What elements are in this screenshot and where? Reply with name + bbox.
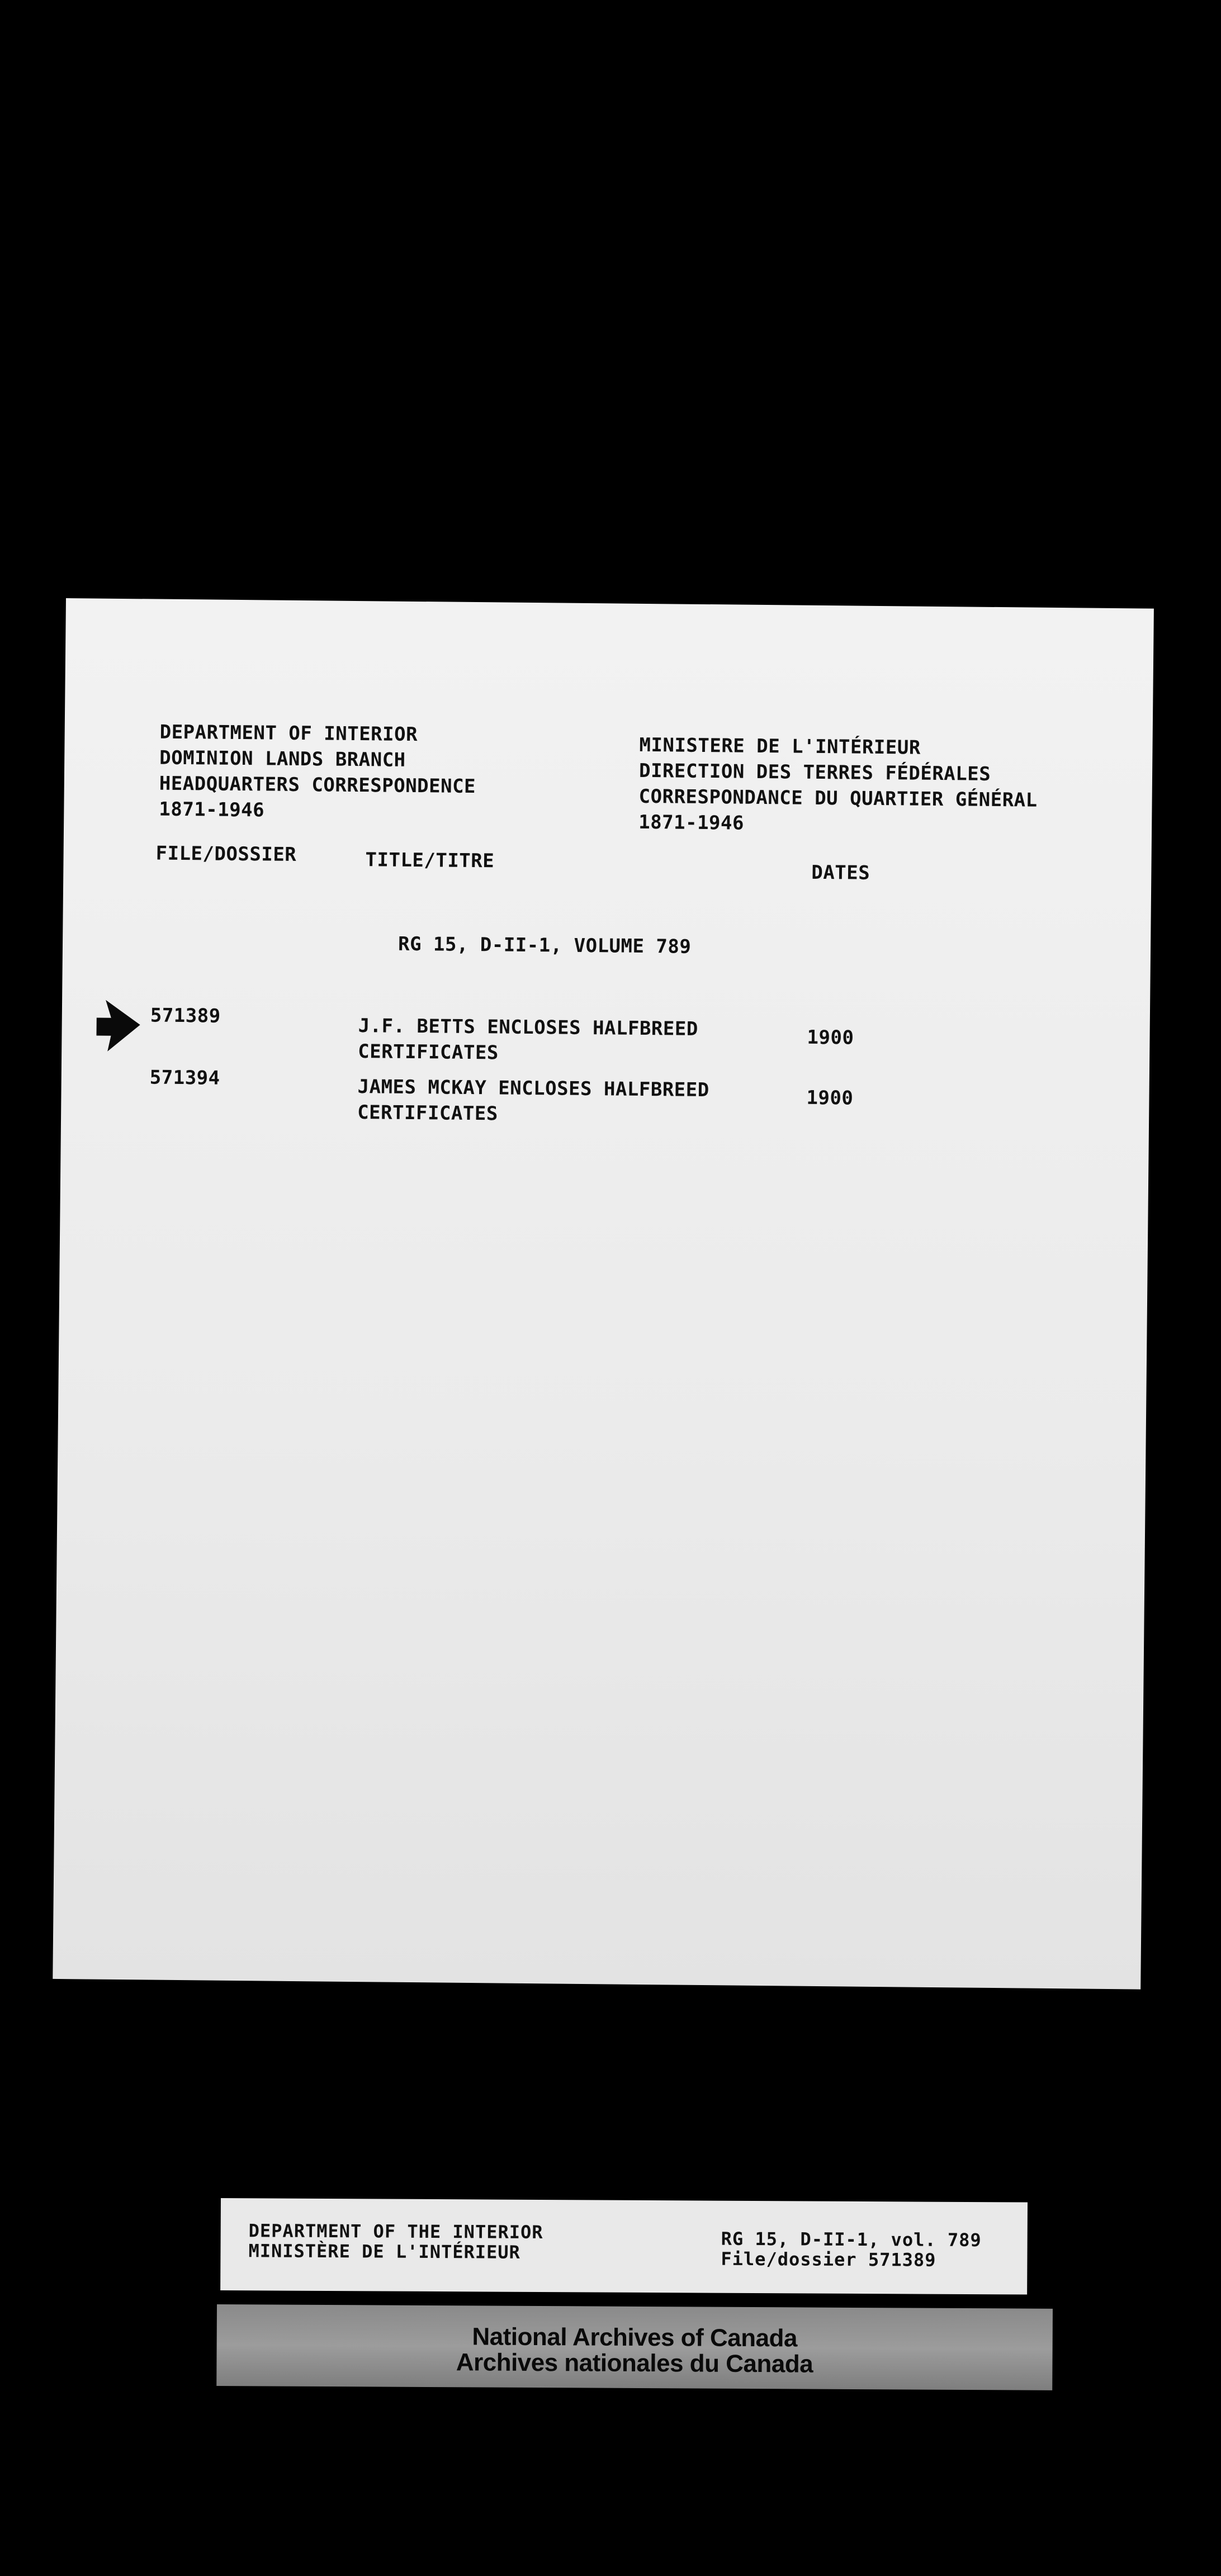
label-ref: RG 15, D-II-1, vol. 789 — [721, 2228, 982, 2251]
label-reference — [721, 2229, 981, 2270]
archives-name-fr: Archives nationales du Canada — [456, 2348, 813, 2378]
arrow-marker-icon — [95, 996, 146, 1058]
header-french — [638, 732, 1038, 839]
label-dept-en: DEPARTMENT OF THE INTERIOR — [248, 2220, 543, 2243]
header-en-line: 1871-1946 — [159, 798, 265, 822]
volume-reference: RG 15, D-II-1, VOLUME 789 — [397, 932, 692, 958]
column-header-dates: DATES — [811, 861, 870, 884]
entry-title — [358, 1013, 698, 1068]
archives-banner — [216, 2304, 1053, 2390]
header-en-line: DOMINION LANDS BRANCH — [159, 746, 406, 771]
header-en-line: DEPARTMENT OF INTERIOR — [159, 721, 418, 746]
label-dept-fr: MINISTÈRE DE L'INTÉRIEUR — [248, 2240, 520, 2263]
microfilm-label — [220, 2198, 1028, 2295]
header-fr-line: 1871-1946 — [638, 811, 745, 835]
entry-title-line: J.F. BETTS ENCLOSES HALFBREED — [358, 1015, 698, 1040]
document-page — [53, 598, 1154, 1990]
entry-date: 1900 — [807, 1026, 854, 1049]
header-english — [159, 719, 476, 825]
header-fr-line: CORRESPONDANCE DU QUARTIER GÉNÉRAL — [638, 785, 1038, 812]
entry-title-line: CERTIFICATES — [357, 1101, 499, 1125]
entry-date: 1900 — [806, 1086, 854, 1110]
entry-file-number: 571389 — [150, 1004, 221, 1027]
header-fr-line: DIRECTION DES TERRES FÉDÉRALES — [638, 759, 991, 785]
header-fr-line: MINISTERE DE L'INTÉRIEUR — [639, 733, 921, 759]
column-header-file: FILE/DOSSIER — [155, 842, 297, 866]
entry-title-line: CERTIFICATES — [358, 1040, 499, 1064]
entry-file-number: 571394 — [149, 1066, 220, 1090]
label-file: File/dossier 571389 — [721, 2248, 936, 2271]
archives-name-en: National Archives of Canada — [472, 2323, 798, 2352]
header-en-line: HEADQUARTERS CORRESPONDENCE — [159, 772, 476, 798]
entry-title-line: JAMES MCKAY ENCLOSES HALFBREED — [357, 1076, 709, 1102]
label-department — [248, 2220, 543, 2262]
entry-title — [357, 1074, 709, 1129]
column-header-title: TITLE/TITRE — [365, 849, 495, 873]
